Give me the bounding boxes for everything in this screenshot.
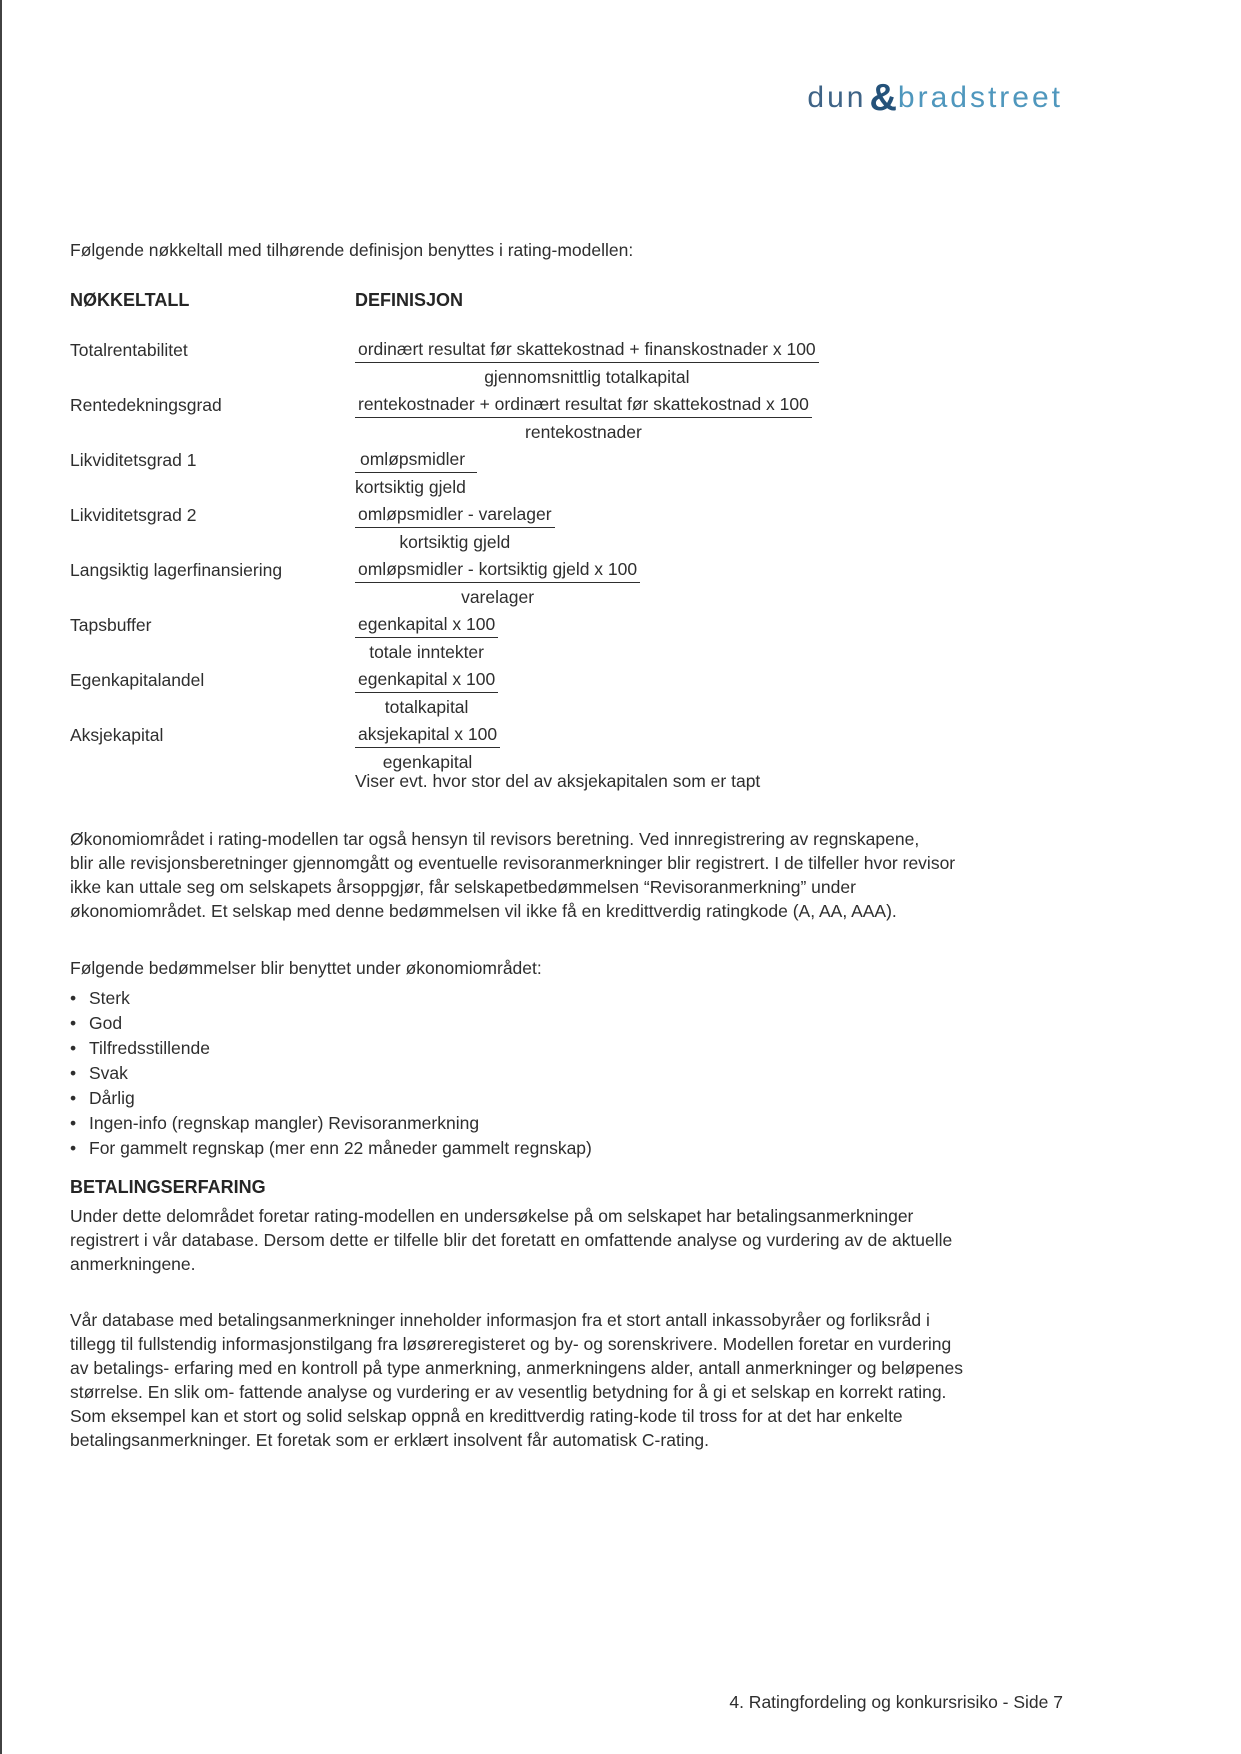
list-item-label: For gammelt regnskap (mer enn 22 måneder gammelt regnskap) [89, 1138, 592, 1158]
paragraph-line: Økonomiområdet i rating-modellen tar også hensyn til revisors beretning. Ved innregistrering av regnskapene, [70, 829, 920, 849]
fraction [355, 393, 812, 443]
table-header-definisjon: DEFINISJON [355, 290, 464, 310]
table-row [70, 668, 819, 723]
fraction-numerator: rentekostnader + ordinært resultat før skattekostnad x 100 [355, 393, 812, 418]
fraction-denominator: gjennomsnittlig totalkapital [484, 367, 690, 387]
row-label: Egenkapitalandel [70, 670, 205, 690]
paragraph-line: økonomiområdet. Et selskap med denne bedømmelsen vil ikke få en kredittverdig ratingkode (A, AA, AAA). [70, 901, 897, 921]
fraction [355, 558, 640, 608]
paragraph-line: av betalings- erfaring med en kontroll på type anmerkning, anmerkningens alder, antall anmerkninger og beløpenes [70, 1358, 964, 1378]
fraction-numerator: egenkapital x 100 [355, 613, 498, 638]
paragraph-line: ikke kan uttale seg om selskapets årsoppgjør, får selskapetbedømmelsen “Revisoranmerkning” under [70, 877, 856, 897]
paragraph-line: betalingsanmerkninger. Et foretak som er erklært insolvent får automatisk C-rating. [70, 1430, 710, 1450]
list-item-label: Svak [89, 1063, 128, 1083]
paragraph-line: Under dette delområdet foretar rating-modellen en undersøkelse på om selskapet har betalingsanmerkninger [70, 1206, 914, 1226]
list-item-label: Ingen-info (regnskap mangler) Revisoranmerkning [89, 1113, 480, 1133]
table-note: Viser evt. hvor stor del av aksjekapitalen som er tapt [355, 771, 761, 791]
key-figures-table [70, 338, 819, 778]
paragraph-line: Som eksempel kan et stort og solid selskap oppnå en kredittverdig rating-kode til tross for at det har enkelte [70, 1406, 903, 1426]
fraction-denominator: kortsiktig gjeld [355, 477, 466, 497]
bullet-icon: • [70, 1138, 77, 1158]
list-item-label: God [89, 1013, 123, 1033]
paragraph-betalingserfaring-2 [70, 1308, 1070, 1452]
bullet-icon: • [70, 1088, 77, 1108]
paragraph-betalingserfaring-1 [70, 1204, 1070, 1276]
fraction-denominator: totale inntekter [369, 642, 484, 662]
table-header-nokkeltall: NØKKELTALL [70, 290, 190, 310]
list-item [70, 1011, 592, 1036]
row-label: Likviditetsgrad 2 [70, 505, 197, 525]
bullet-icon: • [70, 1038, 77, 1058]
bullet-icon: • [70, 988, 77, 1008]
row-label: Aksjekapital [70, 725, 164, 745]
paragraph-line: blir alle revisjonsberetninger gjennomgått og eventuelle revisoranmerkninger blir registrert. I de tilfeller hvor revisor [70, 853, 956, 873]
list-item [70, 1111, 592, 1136]
table-row [70, 558, 819, 613]
fraction [355, 613, 498, 663]
section-heading-betalingserfaring: BETALINGSERFARING [70, 1177, 266, 1197]
bullet-icon: • [70, 1113, 77, 1133]
logo-text-dun: dun [807, 81, 867, 114]
fraction-denominator: egenkapital [382, 752, 473, 772]
assessments-intro: Følgende bedømmelser blir benyttet under økonomiområdet: [70, 958, 542, 978]
paragraph-line: registrert i vår database. Dersom dette er tilfelle blir det foretatt en omfattende analyse og vurdering av de aktuelle [70, 1230, 953, 1250]
fraction [355, 448, 477, 498]
table-row [70, 723, 819, 778]
fraction-denominator: varelager [461, 587, 535, 607]
fraction-denominator: rentekostnader [525, 422, 642, 442]
table-header-row [70, 290, 463, 311]
row-label: Tapsbuffer [70, 615, 152, 635]
fraction-denominator: totalkapital [384, 697, 469, 717]
fraction [355, 723, 500, 773]
list-item [70, 1036, 592, 1061]
table-row [70, 613, 819, 668]
fraction-numerator: omløpsmidler [355, 448, 477, 473]
list-item [70, 1086, 592, 1111]
assessments-list [70, 956, 592, 1161]
fraction [355, 668, 498, 718]
list-item [70, 1136, 592, 1161]
paragraph-line: Vår database med betalingsanmerkninger inneholder informasjon fra et stort antall inkassobyråer og forliksråd i [70, 1310, 930, 1330]
row-label: Rentedekningsgrad [70, 395, 222, 415]
list-item-label: Sterk [89, 988, 130, 1008]
page-footer: 4. Ratingfordeling og konkursrisiko - Side 7 [729, 1692, 1063, 1712]
fraction-numerator: omløpsmidler - kortsiktig gjeld x 100 [355, 558, 640, 583]
fraction-numerator: omløpsmidler - varelager [355, 503, 555, 528]
fraction [355, 338, 819, 388]
fraction [355, 503, 555, 553]
table-row [70, 448, 819, 503]
dun-bradstreet-logo [807, 77, 1063, 119]
paragraph-economy [70, 827, 1070, 923]
list-item [70, 986, 592, 1011]
fraction-numerator: ordinært resultat før skattekostnad + finanskostnader x 100 [355, 338, 819, 363]
paragraph-line: anmerkningene. [70, 1254, 196, 1274]
table-row [70, 393, 819, 448]
fraction-numerator: aksjekapital x 100 [355, 723, 500, 748]
page-edge-line [0, 0, 2, 1754]
paragraph-line: størrelse. En slik om- fattende analyse og vurdering er av vesentlig betydning for å gi et selskap en korrekt rating. [70, 1382, 947, 1402]
row-label: Totalrentabilitet [70, 340, 188, 360]
list-item [70, 1061, 592, 1086]
bullet-icon: • [70, 1013, 77, 1033]
table-row [70, 338, 819, 393]
logo-ampersand-icon: & [869, 77, 897, 119]
paragraph-line: tillegg til fullstendig informasjonstilgang fra løsøreregisteret og by- og sorenskrivere. Modellen foretar en vurdering [70, 1334, 952, 1354]
fraction-numerator: egenkapital x 100 [355, 668, 498, 693]
row-label: Likviditetsgrad 1 [70, 450, 197, 470]
list-item-label: Dårlig [89, 1088, 135, 1108]
fraction-denominator: kortsiktig gjeld [399, 532, 511, 552]
table-row [70, 503, 819, 558]
row-label: Langsiktig lagerfinansiering [70, 560, 283, 580]
intro-text: Følgende nøkkeltall med tilhørende definisjon benyttes i rating-modellen: [70, 240, 634, 260]
logo-text-bradstreet: bradstreet [897, 81, 1063, 114]
list-item-label: Tilfredsstillende [89, 1038, 210, 1058]
bullet-icon: • [70, 1063, 77, 1083]
